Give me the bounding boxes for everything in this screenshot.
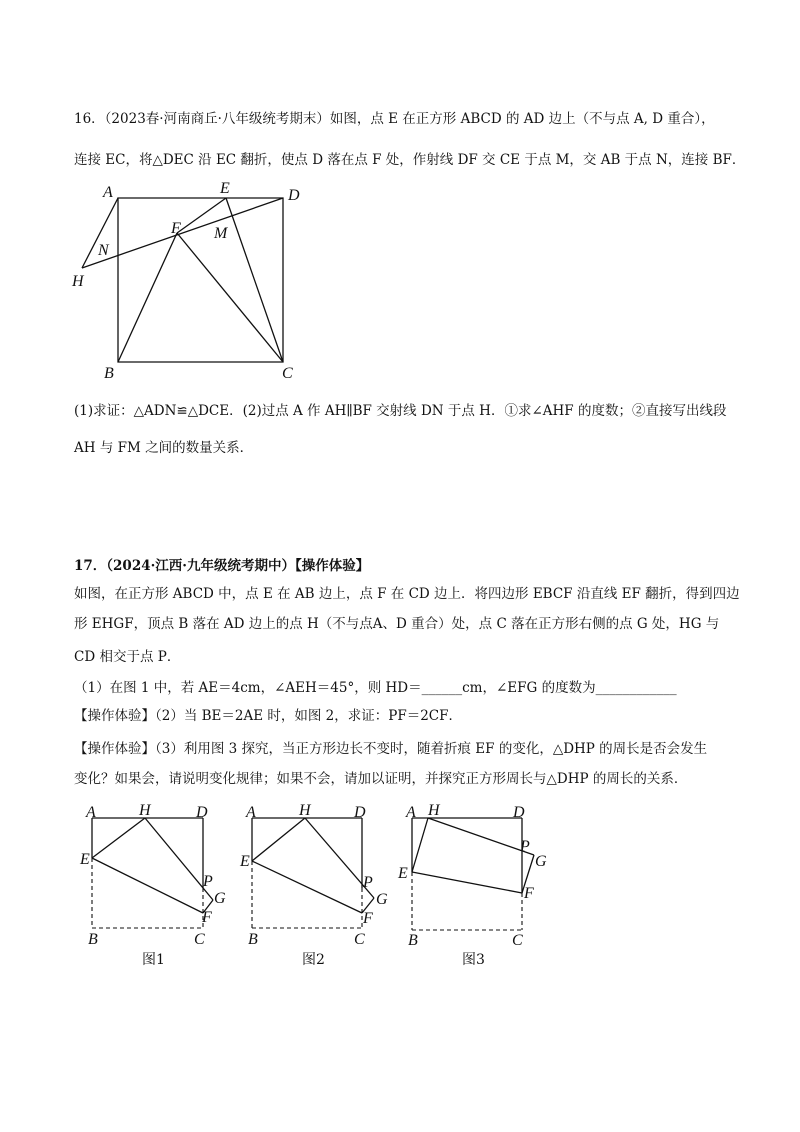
- fig3-label-D: D: [513, 804, 525, 821]
- fig1-label-G: G: [214, 890, 226, 907]
- q17-line6: 【操作体验】（3）利用图 3 探究，当正方形边长不变时，随着折痕 EF 的变化，△DHP 的周长是否会发生: [74, 741, 708, 757]
- q17-line4: （1）在图 1 中，若 AE＝4cm，∠AEH＝45°，则 HD＝______cm，∠EFG 的度数为____________: [74, 680, 677, 696]
- fig3-label-P: P: [520, 838, 530, 855]
- label-N: N: [98, 242, 109, 259]
- fig1-label-H: H: [139, 802, 151, 819]
- fig1-label-F: F: [202, 909, 212, 926]
- fig2-label-E: E: [240, 853, 250, 870]
- fig3-caption: 图3: [462, 952, 485, 968]
- label-A: A: [103, 184, 113, 201]
- label-M: M: [214, 225, 228, 242]
- q17-line3: CD 相交于点 P．: [74, 649, 181, 665]
- label-F: F: [171, 220, 181, 237]
- q17-line2: 形 EHGF，顶点 B 落在 AD 边上的点 H（不与点A、D 重合）处，点 C 落在正方形右侧的点 G 处，HG 与: [74, 616, 720, 632]
- fig2-label-B: B: [248, 931, 258, 948]
- fig3-label-H: H: [428, 802, 440, 819]
- fig1-label-C: C: [194, 931, 205, 948]
- fig1-label-D: D: [196, 804, 208, 821]
- fig3-label-F: F: [524, 885, 534, 902]
- fig1-label-E: E: [80, 851, 90, 868]
- q17-line1: 如图，在正方形 ABCD 中，点 E 在 AB 边上，点 F 在 CD 边上．将四边形 EBCF 沿直线 EF 翻折，得到四边: [74, 586, 740, 602]
- fig2-label-D: D: [354, 804, 366, 821]
- fig1-label-B: B: [88, 931, 98, 948]
- fig1-label-A: A: [86, 804, 96, 821]
- q16-line1: 16．（2023春·河南商丘·八年级统考期末）如图，点 E 在正方形 ABCD 的 AD 边上（不与点 A, D 重合），: [74, 111, 715, 127]
- fig2-label-G: G: [376, 891, 388, 908]
- fig2-label-F: F: [363, 910, 373, 927]
- q16-figure: [60, 175, 320, 385]
- q16-line2: 连接 EC，将△DEC 沿 EC 翻折，使点 D 落在点 F 处，作射线 DF 交 CE 于点 M，交 AB 于点 N，连接 BF．: [74, 152, 746, 168]
- fig3-label-G: G: [535, 853, 547, 870]
- fig2-label-A: A: [246, 804, 256, 821]
- q17-figures: [70, 800, 570, 950]
- fig2-label-P: P: [363, 874, 373, 891]
- fig3-label-A: A: [406, 804, 416, 821]
- fig3-label-C: C: [512, 932, 523, 949]
- q16-question-line2: AH 与 FM 之间的数量关系．: [74, 440, 254, 456]
- fig3-label-B: B: [408, 932, 418, 949]
- label-C: C: [282, 365, 293, 382]
- label-H: H: [72, 273, 84, 290]
- q17-header: 17．（2024·江西·九年级统考期中）【操作体验】: [74, 558, 370, 574]
- fig2-label-C: C: [354, 931, 365, 948]
- q17-line7: 变化？如果会，请说明变化规律；如果不会，请加以证明，并探究正方形周长与△DHP 的周长的关系．: [74, 771, 688, 787]
- fig1-caption: 图1: [142, 952, 165, 968]
- fig1-label-P: P: [203, 873, 213, 890]
- fig2-caption: 图2: [302, 952, 325, 968]
- q16-question-line1: (1)求证：△ADN≌△DCE．(2)过点 A 作 AH∥BF 交射线 DN 于点 H．①求∠AHF 的度数；②直接写出线段: [74, 403, 727, 419]
- fig2-label-H: H: [299, 802, 311, 819]
- label-E: E: [220, 180, 230, 197]
- label-B: B: [104, 365, 114, 382]
- fig3-label-E: E: [398, 865, 408, 882]
- q17-line5: 【操作体验】（2）当 BE＝2AE 时，如图 2，求证：PF＝2CF．: [74, 708, 463, 724]
- label-D: D: [288, 187, 300, 204]
